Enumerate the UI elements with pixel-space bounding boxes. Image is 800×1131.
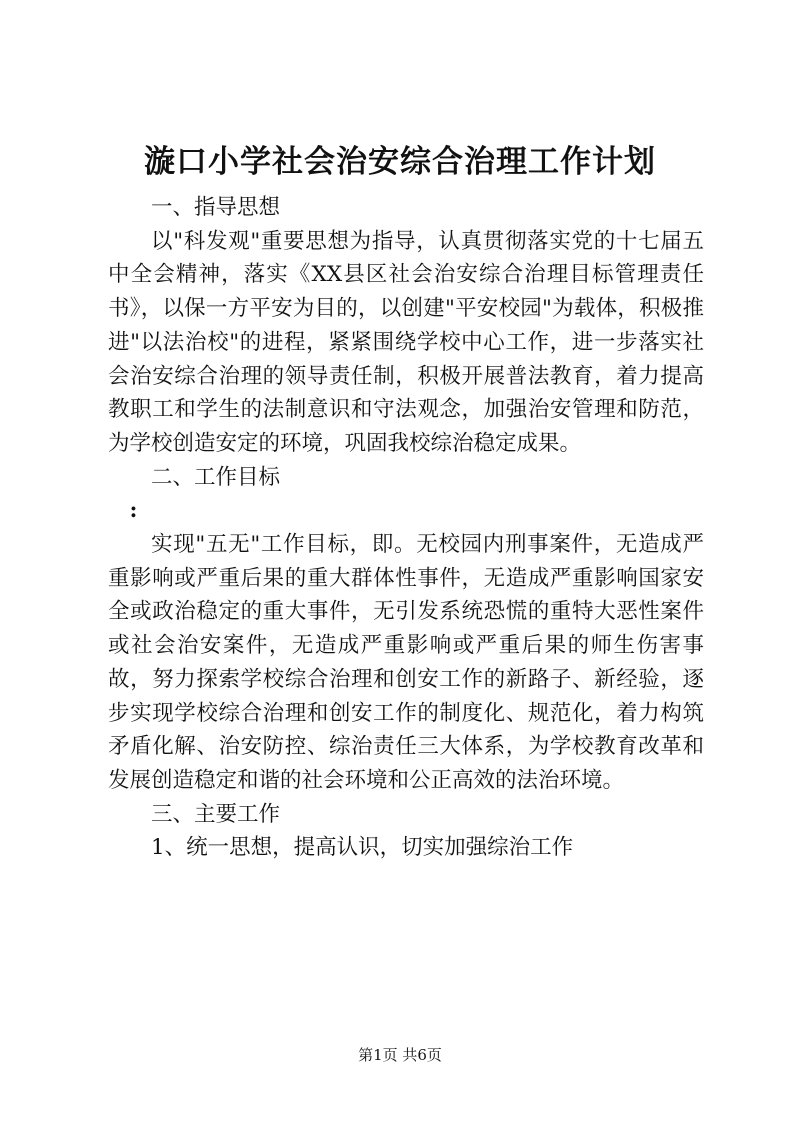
section-3-item-1: 1、统一思想，提高认识，切实加强综治工作: [151, 835, 574, 861]
section-2-heading: 二、工作目标: [151, 464, 281, 490]
document-title: 漩口小学社会治安综合治理工作计划: [144, 144, 656, 180]
section-1-paragraph: 以"科发观"重要思想为指导，认真贯彻落实党的十七届五中全会精神，落实《XX县区社会治安综合治理目标管理责任书》，以保一方平安为目的，以创建"平安校园"为载体，积极推进"以法治校"的进程，紧紧围绕学校中心工作，进一步落实社会治安综合治理的领导责任制，积极开展普法教育，着力提高教职工和学生的法制意识和守法观念，加强治安管理和防范，为学校创造安定的环境，巩固我校综治稳定成果。: [108, 228, 704, 456]
document-body: [108, 191, 704, 865]
section-3-heading: 三、主要工作: [151, 801, 281, 827]
section-1-heading: 一、指导思想: [151, 195, 281, 220]
page-number-footer: 第1页 共6页: [358, 1046, 442, 1064]
section-2-colon: :: [129, 498, 138, 524]
section-2-paragraph: 实现"五无"工作目标，即。无校园内刑事案件，无造成严重影响或严重后果的重大群体性事件，无造成严重影响国家安全或政治稳定的重大事件，无引发系统恐慌的重特大恶性案件或社会治安案件，无造成严重影响或严重后果的师生伤害事故，努力探索学校综合治理和创安工作的新路子、新经验，逐步实现学校综合治理和创安工作的制度化、规范化，着力构筑矛盾化解、治安防控、综治责任三大体系，为学校教育改革和发展创造稳定和谐的社会环境和公正高效的法治环境。: [108, 532, 704, 793]
